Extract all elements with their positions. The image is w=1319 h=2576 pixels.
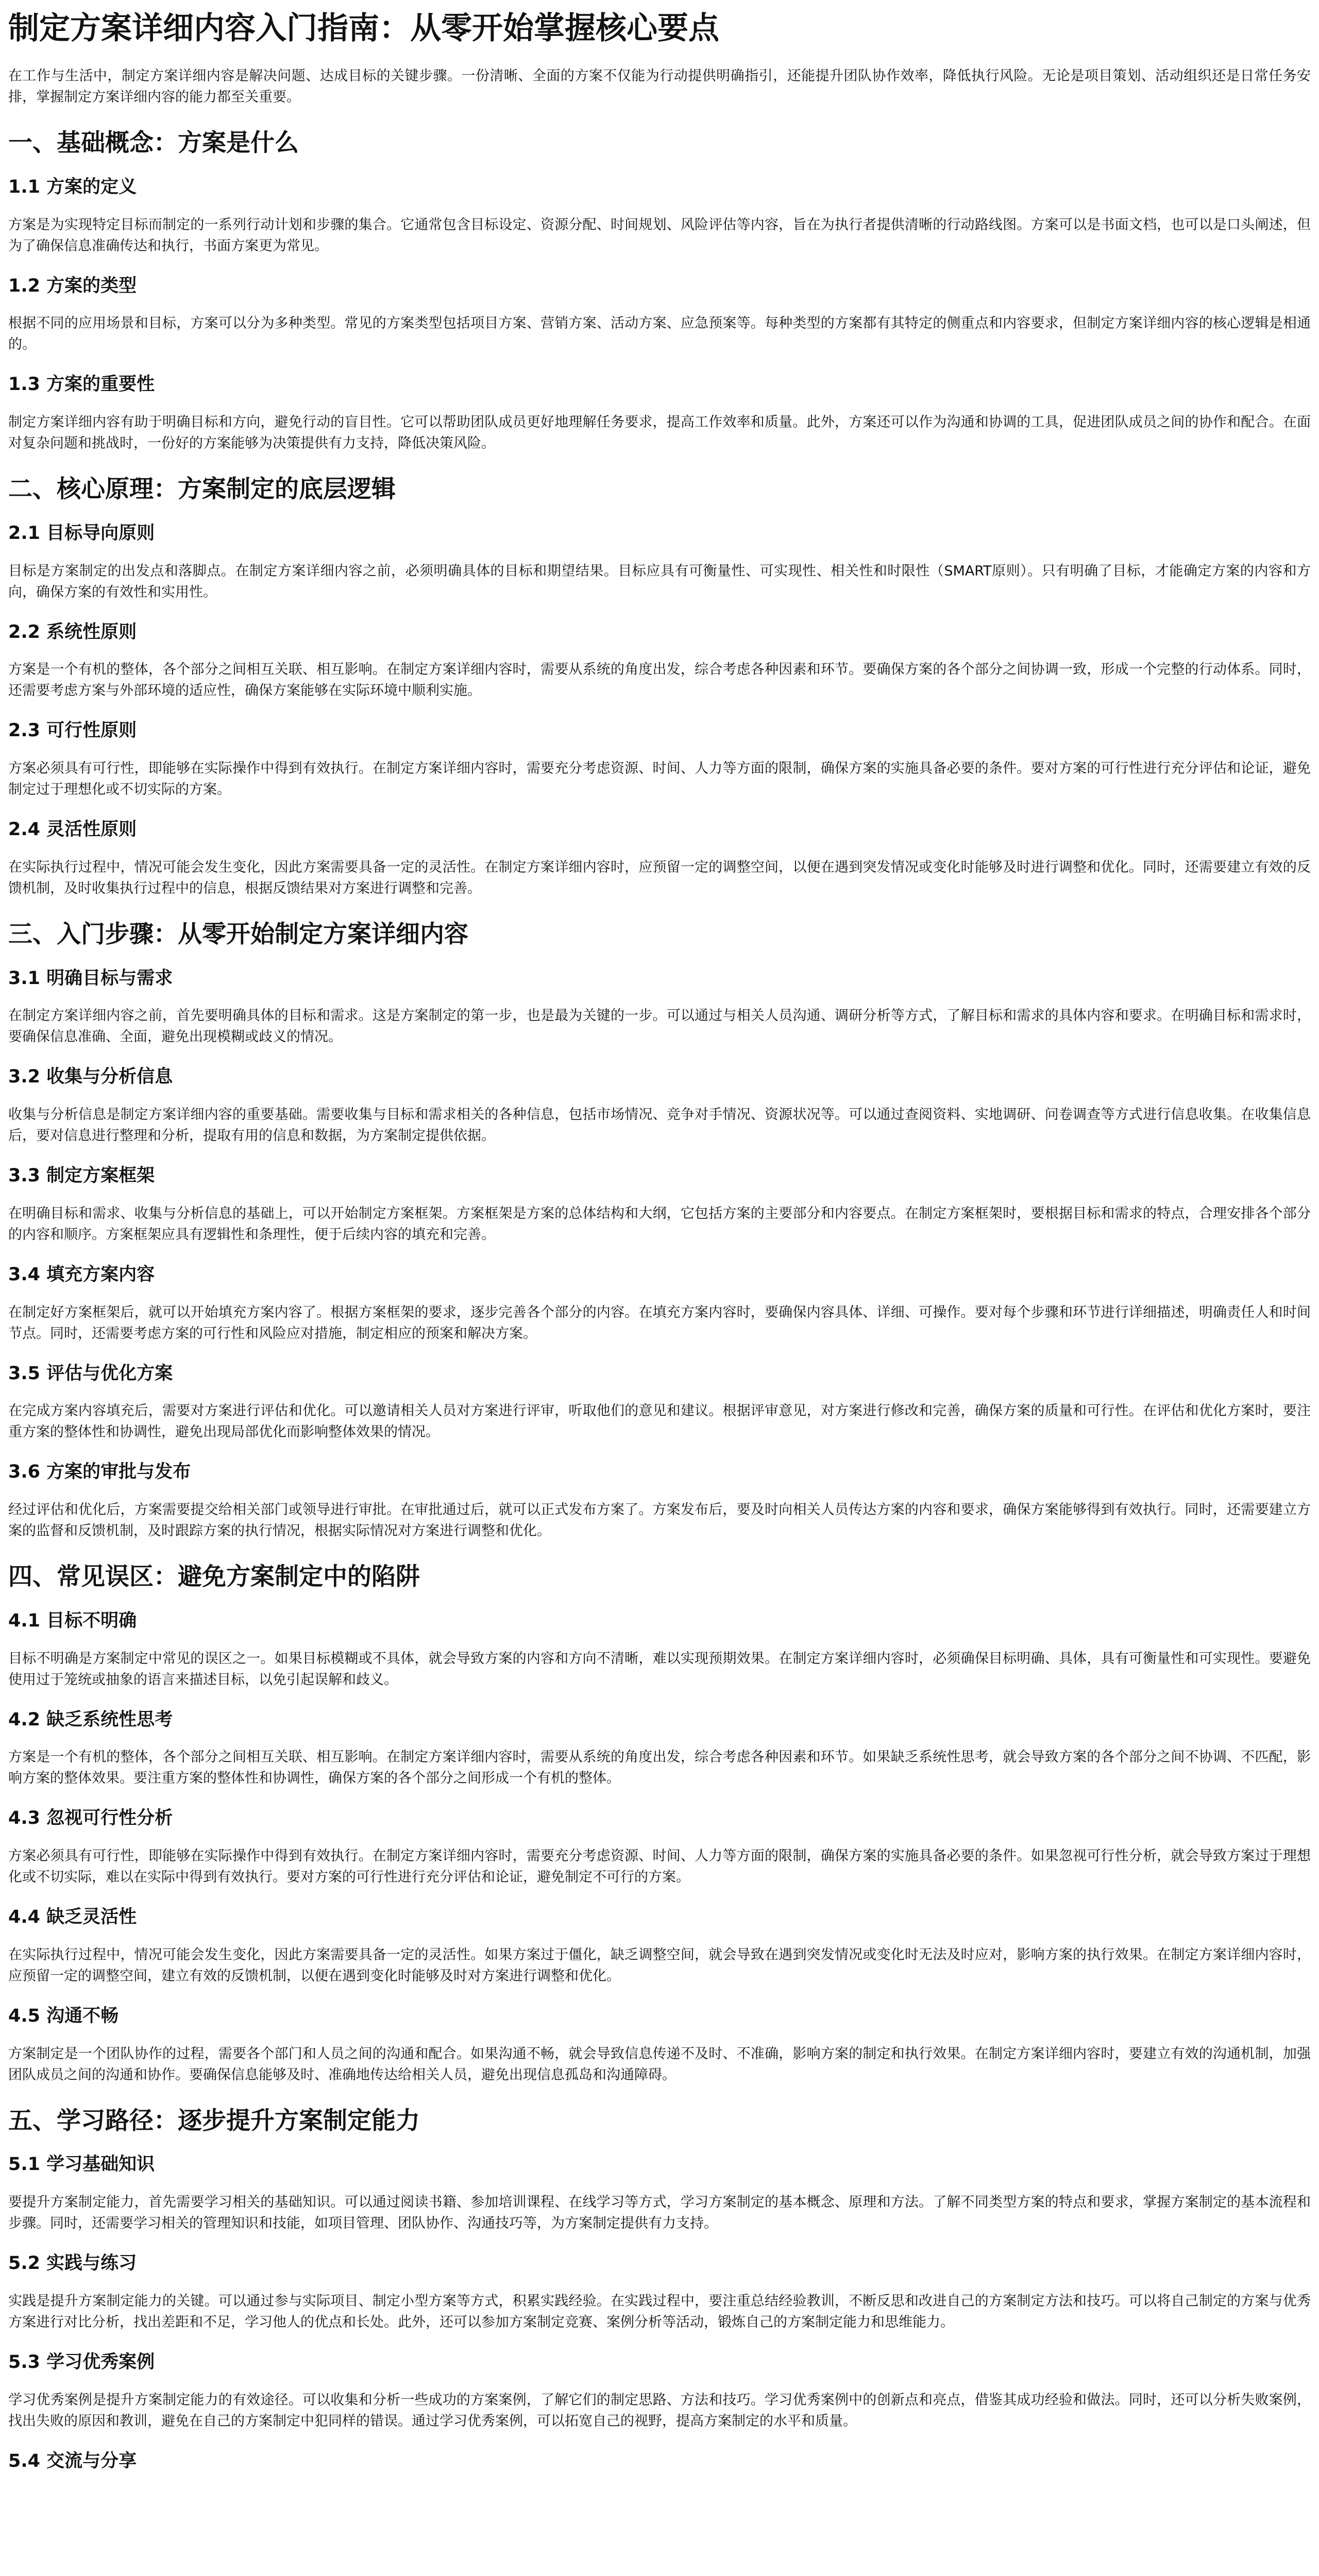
subsection-heading: 1.2 方案的类型 (8, 275, 137, 296)
subsection-heading: 2.1 目标导向原则 (8, 522, 155, 544)
subsection-paragraph: 制定方案详细内容有助于明确目标和方向，避免行动的盲目性。它可以帮助团队成员更好地理解任务要求，提高工作效率和质量。此外，方案还可以作为沟通和协调的工具，促进团队成员之间的协作和配合。在面对复杂问题和挑战时，一份好的方案能够为决策提供有力支持，降低决策风险。 (8, 414, 1311, 451)
section-heading: 一、基础概念：方案是什么 (8, 129, 299, 157)
subsection-paragraph: 在制定好方案框架后，就可以开始填充方案内容了。根据方案框架的要求，逐步完善各个部分的内容。在填充方案内容时，要确保内容具体、详细、可操作。要对每个步骤和环节进行详细描述，明确责任人和时间节点。同时，还需要考虑方案的可行性和风险应对措施，制定相应的预案和解决方案。 (8, 1304, 1311, 1342)
subsection-paragraph: 目标不明确是方案制定中常见的误区之一。如果目标模糊或不具体，就会导致方案的内容和方向不清晰，难以实现预期效果。在制定方案详细内容时，必须确保目标明确、具体，具有可衡量性和可实现性。要避免使用过于笼统或抽象的语言来描述目标，以免引起误解和歧义。 (8, 1650, 1311, 1688)
subsection-paragraph: 方案是为实现特定目标而制定的一系列行动计划和步骤的集合。它通常包含目标设定、资源分配、时间规划、风险评估等内容，旨在为执行者提供清晰的行动路线图。方案可以是书面文档，也可以是口头阐述，但为了确保信息准确传达和执行，书面方案更为常见。 (8, 216, 1311, 254)
subsection-heading: 5.3 学习优秀案例 (8, 2351, 155, 2372)
subsection-paragraph: 在实际执行过程中，情况可能会发生变化，因此方案需要具备一定的灵活性。在制定方案详细内容时，应预留一定的调整空间，以便在遇到突发情况或变化时能够及时进行调整和优化。同时，还需要建立有效的反馈机制，及时收集执行过程中的信息，根据反馈结果对方案进行调整和完善。 (8, 859, 1311, 896)
subsection-heading: 2.3 可行性原则 (8, 720, 137, 741)
subsection-heading: 4.5 沟通不畅 (8, 2005, 119, 2026)
section-heading: 四、常见误区：避免方案制定中的陷阱 (8, 1563, 420, 1591)
subsection-paragraph: 收集与分析信息是制定方案详细内容的重要基础。需要收集与目标和需求相关的各种信息，包括市场情况、竞争对手情况、资源状况等。可以通过查阅资料、实地调研、问卷调查等方式进行信息收集。在收集信息后，要对信息进行整理和分析，提取有用的信息和数据，为方案制定提供依据。 (8, 1107, 1311, 1144)
subsection-heading: 1.1 方案的定义 (8, 176, 137, 197)
subsection-paragraph: 目标是方案制定的出发点和落脚点。在制定方案详细内容之前，必须明确具体的目标和期望结果。目标应具有可衡量性、可实现性、相关性和时限性（SMART原则）。只有明确了目标，才能确定方案的内容和方向，确保方案的有效性和实用性。 (8, 563, 1311, 600)
subsection-heading: 4.2 缺乏系统性思考 (8, 1709, 173, 1730)
intro-paragraph: 在工作与生活中，制定方案详细内容是解决问题、达成目标的关键步骤。一份清晰、全面的方案不仅能为行动提供明确指引，还能提升团队协作效率，降低执行风险。无论是项目策划、活动组织还是日常任务安排，掌握制定方案详细内容的能力都至关重要。 (8, 68, 1311, 105)
subsection-paragraph: 方案必须具有可行性，即能够在实际操作中得到有效执行。在制定方案详细内容时，需要充分考虑资源、时间、人力等方面的限制，确保方案的实施具备必要的条件。如果忽视可行性分析，就会导致方案过于理想化或不切实际，难以在实际中得到有效执行。要对方案的可行性进行充分评估和论证，避免制定不可行的方案。 (8, 1848, 1311, 1885)
subsection-heading: 1.3 方案的重要性 (8, 374, 155, 395)
subsection-paragraph: 在明确目标和需求、收集与分析信息的基础上，可以开始制定方案框架。方案框架是方案的总体结构和大纲，它包括方案的主要部分和内容要点。在制定方案框架时，要根据目标和需求的特点，合理安排各个部分的内容和顺序。方案框架应具有逻辑性和条理性，便于后续内容的填充和完善。 (8, 1205, 1311, 1243)
subsection-paragraph: 根据不同的应用场景和目标，方案可以分为多种类型。常见的方案类型包括项目方案、营销方案、活动方案、应急预案等。每种类型的方案都有其特定的侧重点和内容要求，但制定方案详细内容的核心逻辑是相通的。 (8, 315, 1311, 353)
subsection-heading: 3.2 收集与分析信息 (8, 1066, 173, 1088)
subsection-paragraph: 方案必须具有可行性，即能够在实际操作中得到有效执行。在制定方案详细内容时，需要充分考虑资源、时间、人力等方面的限制，确保方案的实施具备必要的条件。要对方案的可行性进行充分评估和论证，避免制定过于理想化或不切实际的方案。 (8, 760, 1311, 798)
subsection-heading: 4.4 缺乏灵活性 (8, 1907, 137, 1927)
subsection-paragraph: 实践是提升方案制定能力的关键。可以通过参与实际项目、制定小型方案等方式，积累实践经验。在实践过程中，要注重总结经验教训，不断反思和改进自己的方案制定方法和技巧。可以将自己制定的方案与优秀方案进行对比分析，找出差距和不足，学习他人的优点和长处。此外，还可以参加方案制定竞赛、案例分析等活动，锻炼自己的方案制定能力和思维能力。 (8, 2293, 1311, 2330)
subsection-heading: 5.4 交流与分享 (8, 2450, 137, 2471)
subsection-heading: 2.2 系统性原则 (8, 621, 137, 642)
subsection-paragraph: 要提升方案制定能力，首先需要学习相关的基础知识。可以通过阅读书籍、参加培训课程、在线学习等方式，学习方案制定的基本概念、原理和方法。了解不同类型方案的特点和要求，掌握方案制定的基本流程和步骤。同时，还需要学习相关的管理知识和技能，如项目管理、团队协作、沟通技巧等，为方案制定提供有力支持。 (8, 2194, 1311, 2231)
subsection-heading: 5.1 学习基础知识 (8, 2154, 155, 2175)
subsection-paragraph: 在实际执行过程中，情况可能会发生变化，因此方案需要具备一定的灵活性。如果方案过于僵化，缺乏调整空间，就会导致在遇到突发情况或变化时无法及时应对，影响方案的执行效果。在制定方案详细内容时，应预留一定的调整空间，建立有效的反馈机制，以便在遇到变化时能够及时对方案进行调整和优化。 (8, 1946, 1311, 1984)
subsection-paragraph: 学习优秀案例是提升方案制定能力的有效途径。可以收集和分析一些成功的方案案例，了解它们的制定思路、方法和技巧。学习优秀案例中的创新点和亮点，借鉴其成功经验和做法。同时，还可以分析失败案例，找出失败的原因和教训，避免在自己的方案制定中犯同样的错误。通过学习优秀案例，可以拓宽自己的视野，提高方案制定的水平和质量。 (8, 2392, 1311, 2429)
section-heading: 二、核心原理：方案制定的底层逻辑 (8, 475, 396, 503)
subsection-heading: 3.4 填充方案内容 (8, 1264, 155, 1285)
subsection-heading: 3.3 制定方案框架 (8, 1165, 155, 1186)
subsection-heading: 3.1 明确目标与需求 (8, 968, 173, 989)
subsection-heading: 4.1 目标不明确 (8, 1610, 137, 1631)
subsection-paragraph: 在制定方案详细内容之前，首先要明确具体的目标和需求。这是方案制定的第一步，也是最为关键的一步。可以通过与相关人员沟通、调研分析等方式，了解目标和需求的具体内容和要求。在明确目标和需求时，要确保信息准确、全面，避免出现模糊或歧义的情况。 (8, 1008, 1311, 1045)
subsection-heading: 4.3 忽视可行性分析 (8, 1808, 173, 1829)
subsection-paragraph: 在完成方案内容填充后，需要对方案进行评估和优化。可以邀请相关人员对方案进行评审，听取他们的意见和建议。根据评审意见，对方案进行修改和完善，确保方案的质量和可行性。在评估和优化方案时，要注重方案的整体性和协调性，避免出现局部优化而影响整体效果的情况。 (8, 1403, 1311, 1440)
page-title: 制定方案详细内容入门指南：从零开始掌握核心要点 (8, 10, 719, 46)
subsection-heading: 5.2 实践与练习 (8, 2253, 137, 2274)
subsection-paragraph: 方案是一个有机的整体，各个部分之间相互关联、相互影响。在制定方案详细内容时，需要从系统的角度出发，综合考虑各种因素和环节。要确保方案的各个部分之间协调一致，形成一个完整的行动体系。同时，还需要考虑方案与外部环境的适应性，确保方案能够在实际环境中顺利实施。 (8, 662, 1311, 699)
section-heading: 五、学习路径：逐步提升方案制定能力 (8, 2106, 420, 2135)
section-heading: 三、入门步骤：从零开始制定方案详细内容 (8, 920, 468, 948)
subsection-paragraph: 方案制定是一个团队协作的过程，需要各个部门和人员之间的沟通和配合。如果沟通不畅，就会导致信息传递不及时、不准确，影响方案的制定和执行效果。在制定方案详细内容时，要建立有效的沟通机制，加强团队成员之间的沟通和协作。要确保信息能够及时、准确地传达给相关人员，避免出现信息孤岛和沟通障碍。 (8, 2045, 1311, 2083)
subsection-paragraph: 经过评估和优化后，方案需要提交给相关部门或领导进行审批。在审批通过后，就可以正式发布方案了。方案发布后，要及时向相关人员传达方案的内容和要求，确保方案能够得到有效执行。同时，还需要建立方案的监督和反馈机制，及时跟踪方案的执行情况，根据实际情况对方案进行调整和优化。 (8, 1502, 1311, 1539)
subsection-heading: 3.5 评估与优化方案 (8, 1363, 173, 1384)
subsection-heading: 3.6 方案的审批与发布 (8, 1462, 191, 1483)
subsection-paragraph: 方案是一个有机的整体，各个部分之间相互关联、相互影响。在制定方案详细内容时，需要从系统的角度出发，综合考虑各种因素和环节。如果缺乏系统性思考，就会导致方案的各个部分之间不协调、不匹配，影响方案的整体效果。要注重方案的整体性和协调性，确保方案的各个部分之间形成一个有机的整体。 (8, 1749, 1311, 1787)
sections-container (8, 128, 1311, 2472)
subsection-heading: 2.4 灵活性原则 (8, 819, 137, 840)
